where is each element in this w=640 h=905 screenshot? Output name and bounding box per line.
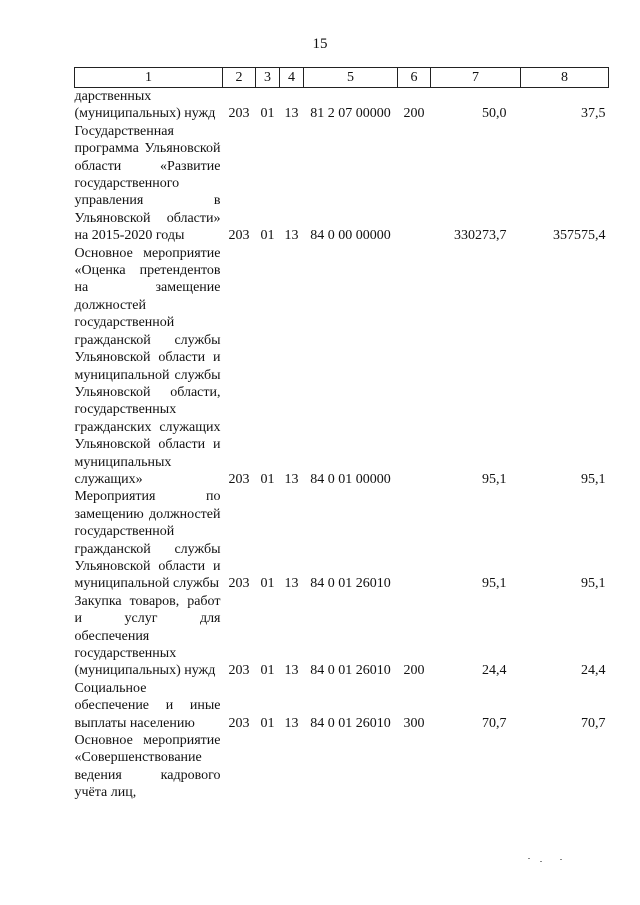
column-header: 1 <box>75 68 223 88</box>
row-amount-8: 70,7 <box>581 715 606 731</box>
row-amount-7: 95,1 <box>482 471 507 487</box>
row-code-4: 13 <box>284 576 299 592</box>
row-code-5: 84 0 01 26010 <box>310 715 391 731</box>
column-header: 3 <box>256 68 280 88</box>
row-name: Основное мероприятие «Оценка претендентов на замещение должностей государственной гражданской службы Ульяновской области и муниципальной службы Ульяновской области, государственных гражданских служащих Ульяновской области и муниципальных служащих» <box>74 245 221 487</box>
column-header: 8 <box>521 68 609 88</box>
page-number: 15 <box>312 36 328 52</box>
row-name: Основное мероприятие «Совершенствование ведения кадрового учёта лиц, <box>74 733 221 801</box>
row-code-4 <box>280 732 304 802</box>
column-header: 2 <box>223 68 256 88</box>
row-amount-7: 50,0 <box>482 106 507 122</box>
row-code-5: 84 0 01 26010 <box>310 576 391 592</box>
row-name: Мероприятия по замещению должностей государственной гражданской службы Ульяновской области и муниципальной службы <box>74 489 221 592</box>
row-code-2: 203 <box>228 471 250 487</box>
row-code-5: 84 0 01 00000 <box>310 471 391 487</box>
row-name: Государственная программа Ульяновской области «Развитие государственного управления в Ульяновской области» на 2015-2020 годы <box>74 123 221 244</box>
table-header-row <box>75 68 609 88</box>
row-name: Закупка товаров, работ и услуг для обеспечения государственных (муниципальных) нужд <box>74 593 221 679</box>
row-code-4: 13 <box>284 106 299 122</box>
row-amount-7: 24,4 <box>482 663 507 679</box>
row-code-3 <box>256 732 280 802</box>
row-amount-8: 37,5 <box>581 106 606 122</box>
row-code-6: 200 <box>403 106 425 122</box>
row-code-5: 84 0 00 00000 <box>310 228 391 244</box>
row-code-4: 13 <box>284 663 299 679</box>
row-code-4: 13 <box>284 715 299 731</box>
scan-speck <box>528 858 530 859</box>
row-amount-8: 357575,4 <box>553 228 606 244</box>
table-row <box>75 488 609 592</box>
row-amount-7: 330273,7 <box>454 228 507 244</box>
table-row <box>75 680 609 732</box>
row-code-4: 13 <box>284 228 299 244</box>
row-name: Социальное обеспечение и иные выплаты населению <box>74 680 221 731</box>
row-code-3: 01 <box>260 471 275 487</box>
table-row <box>75 88 609 123</box>
row-code-6: 200 <box>403 663 425 679</box>
row-amount-7: 70,7 <box>482 715 507 731</box>
row-code-4: 13 <box>284 471 299 487</box>
row-code-6 <box>398 732 431 802</box>
scan-speck <box>560 859 562 860</box>
budget-table <box>74 67 609 802</box>
scan-speck <box>540 861 542 862</box>
column-header: 5 <box>304 68 398 88</box>
column-header: 7 <box>431 68 521 88</box>
row-amount-8: 95,1 <box>581 576 606 592</box>
row-code-5 <box>304 732 398 802</box>
row-amount-7: 95,1 <box>482 576 507 592</box>
row-amount-7 <box>431 732 521 802</box>
table-row <box>75 732 609 802</box>
row-code-3: 01 <box>260 228 275 244</box>
row-name: дарственных (муниципальных) нужд <box>74 89 216 122</box>
table-row <box>75 593 609 680</box>
row-code-6 <box>398 488 431 592</box>
row-amount-8: 95,1 <box>581 471 606 487</box>
row-code-5: 84 0 01 26010 <box>310 663 391 679</box>
row-code-3: 01 <box>260 663 275 679</box>
row-code-6 <box>398 123 431 245</box>
row-code-3: 01 <box>260 715 275 731</box>
table-row <box>75 245 609 489</box>
row-code-5: 81 2 07 00000 <box>310 106 391 122</box>
row-code-6: 300 <box>403 715 425 731</box>
table-row <box>75 123 609 245</box>
row-code-3: 01 <box>260 576 275 592</box>
row-amount-8 <box>521 732 609 802</box>
row-code-3: 01 <box>260 106 275 122</box>
column-header: 4 <box>280 68 304 88</box>
column-header: 6 <box>398 68 431 88</box>
row-code-2: 203 <box>228 663 250 679</box>
row-code-2 <box>223 732 256 802</box>
row-code-6 <box>398 245 431 489</box>
row-code-2: 203 <box>228 228 250 244</box>
row-code-2: 203 <box>228 106 250 122</box>
row-code-2: 203 <box>228 576 250 592</box>
row-amount-8: 24,4 <box>581 663 606 679</box>
row-code-2: 203 <box>228 715 250 731</box>
